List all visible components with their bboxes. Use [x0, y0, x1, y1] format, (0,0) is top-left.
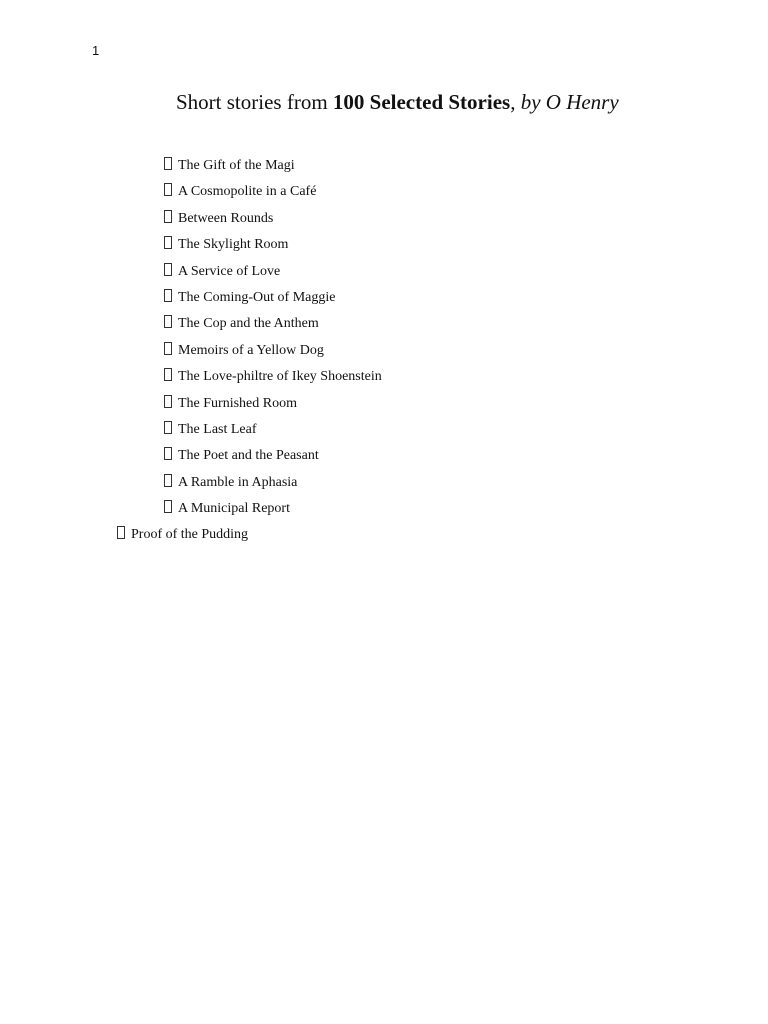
story-title: The Love-philtre of Ikey Shoenstein: [178, 369, 382, 385]
missing-glyph-icon: [164, 395, 172, 408]
author-name: by O Henry: [520, 90, 619, 114]
story-list-item: [164, 500, 382, 526]
story-list-item: [164, 447, 382, 473]
missing-glyph-icon: [164, 421, 172, 434]
story-list-item: [164, 157, 382, 183]
story-title: The Gift of the Magi: [178, 158, 295, 173]
story-list-item: [164, 315, 382, 341]
story-list-item: [164, 395, 382, 421]
title-separator: ,: [510, 90, 521, 114]
story-title: A Municipal Report: [178, 501, 290, 517]
title-prefix: Short stories from: [176, 90, 333, 114]
story-list-item: [164, 342, 382, 368]
story-list-item: [164, 183, 382, 209]
story-title: The Furnished Room: [178, 395, 297, 411]
story-title: The Cop and the Anthem: [178, 316, 319, 332]
story-title: The Coming-Out of Maggie: [178, 289, 336, 305]
missing-glyph-icon: [164, 183, 172, 196]
missing-glyph-icon: [164, 368, 172, 381]
story-title: The Skylight Room: [178, 237, 289, 253]
story-list-item: [164, 263, 382, 289]
story-list: [164, 157, 382, 526]
story-list-item: [164, 368, 382, 394]
story-title: Proof of the Pudding: [131, 527, 249, 542]
story-title: Between Rounds: [178, 210, 274, 226]
missing-glyph-icon: [164, 315, 172, 328]
story-title: The Last Leaf: [178, 421, 257, 437]
missing-glyph-icon: [164, 447, 172, 460]
story-list-item: [164, 289, 382, 315]
story-title: A Cosmopolite in a Café: [178, 184, 317, 200]
missing-glyph-icon: [164, 289, 172, 302]
story-title: A Ramble in Aphasia: [178, 474, 298, 490]
story-list-item: [164, 236, 382, 262]
missing-glyph-icon: [117, 526, 125, 539]
outdented-story-item: [117, 526, 248, 544]
missing-glyph-icon: [164, 236, 172, 249]
missing-glyph-icon: [164, 263, 172, 276]
story-list-item: [164, 210, 382, 236]
story-title: A Service of Love: [178, 263, 281, 279]
missing-glyph-icon: [164, 342, 172, 355]
story-title: Memoirs of a Yellow Dog: [178, 342, 324, 358]
page-number: 1: [92, 43, 100, 58]
story-title: The Poet and the Peasant: [178, 448, 319, 464]
book-title: 100 Selected Stories: [332, 90, 511, 114]
missing-glyph-icon: [164, 157, 172, 170]
missing-glyph-icon: [164, 500, 172, 513]
story-list-item: [164, 421, 382, 447]
story-list-item: [164, 474, 382, 500]
document-title: [176, 88, 619, 116]
missing-glyph-icon: [164, 474, 172, 487]
missing-glyph-icon: [164, 210, 172, 223]
